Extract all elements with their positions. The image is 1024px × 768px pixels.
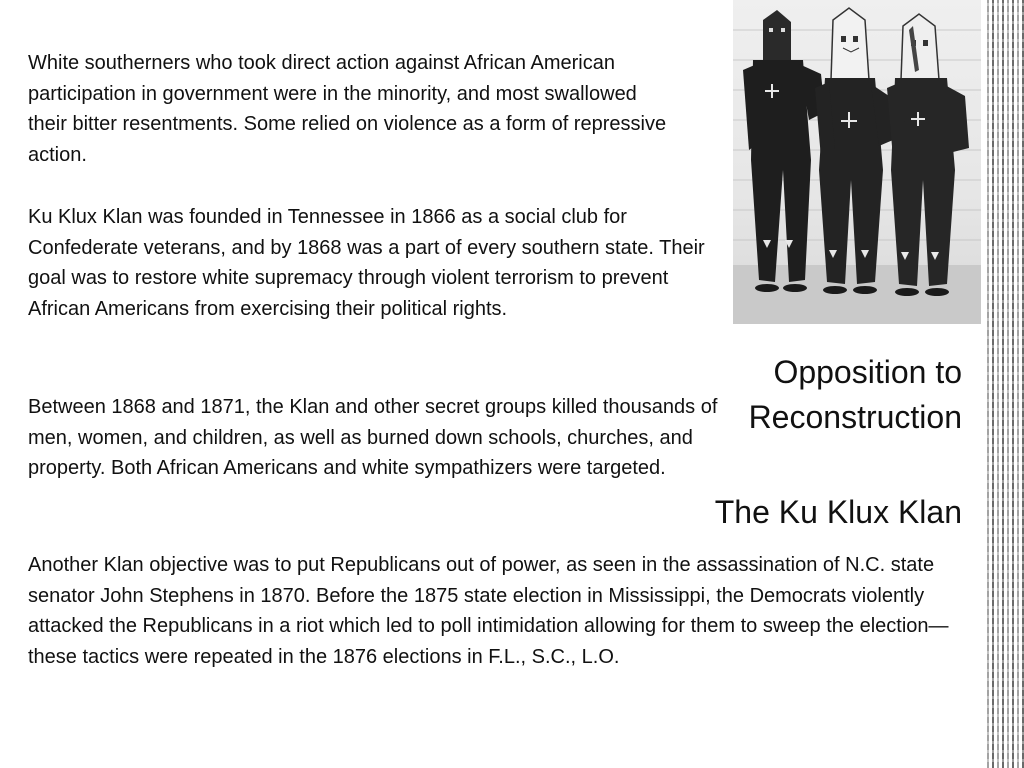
paragraph-intro: White southerners who took direct action against African American participation in government were in the minority, and most swallowed their bitter resentments. Some relied on violence as a form of repressive action. <box>28 52 667 166</box>
slide-title: Opposition to Reconstruction <box>748 354 962 435</box>
paragraph-klan-violence: Between 1868 and 1871, the Klan and other secret groups killed thousands of men, women, and children, as well as burned down schools, churches, and property. Both African Americans and white sympathizers were targeted. <box>28 396 718 479</box>
paragraph-klan-objective: Another Klan objective was to put Republicans out of power, as seen in the assassination of N.C. state senator John Stephens in 1870. Before the 1875 state election in Mississippi, the Democrats violently attacked the Republicans in a riot which led to poll intimidation allowing for them to sweep the election—these tactics were repeated in the 1876 elections in F.L., S.C., L.O. <box>28 554 949 668</box>
slide-subtitle: The Ku Klux Klan <box>714 494 962 530</box>
paragraph-klan-founding: Ku Klux Klan was founded in Tennessee in 1866 as a social club for Confederate veterans, and by 1868 was a part of every southern state. Their goal was to restore white supremacy through violent terrorism to prevent African Americans from exercising their political rights. <box>28 206 705 320</box>
klan-members-illustration <box>733 0 981 324</box>
decorative-edge-pattern <box>984 0 1024 768</box>
